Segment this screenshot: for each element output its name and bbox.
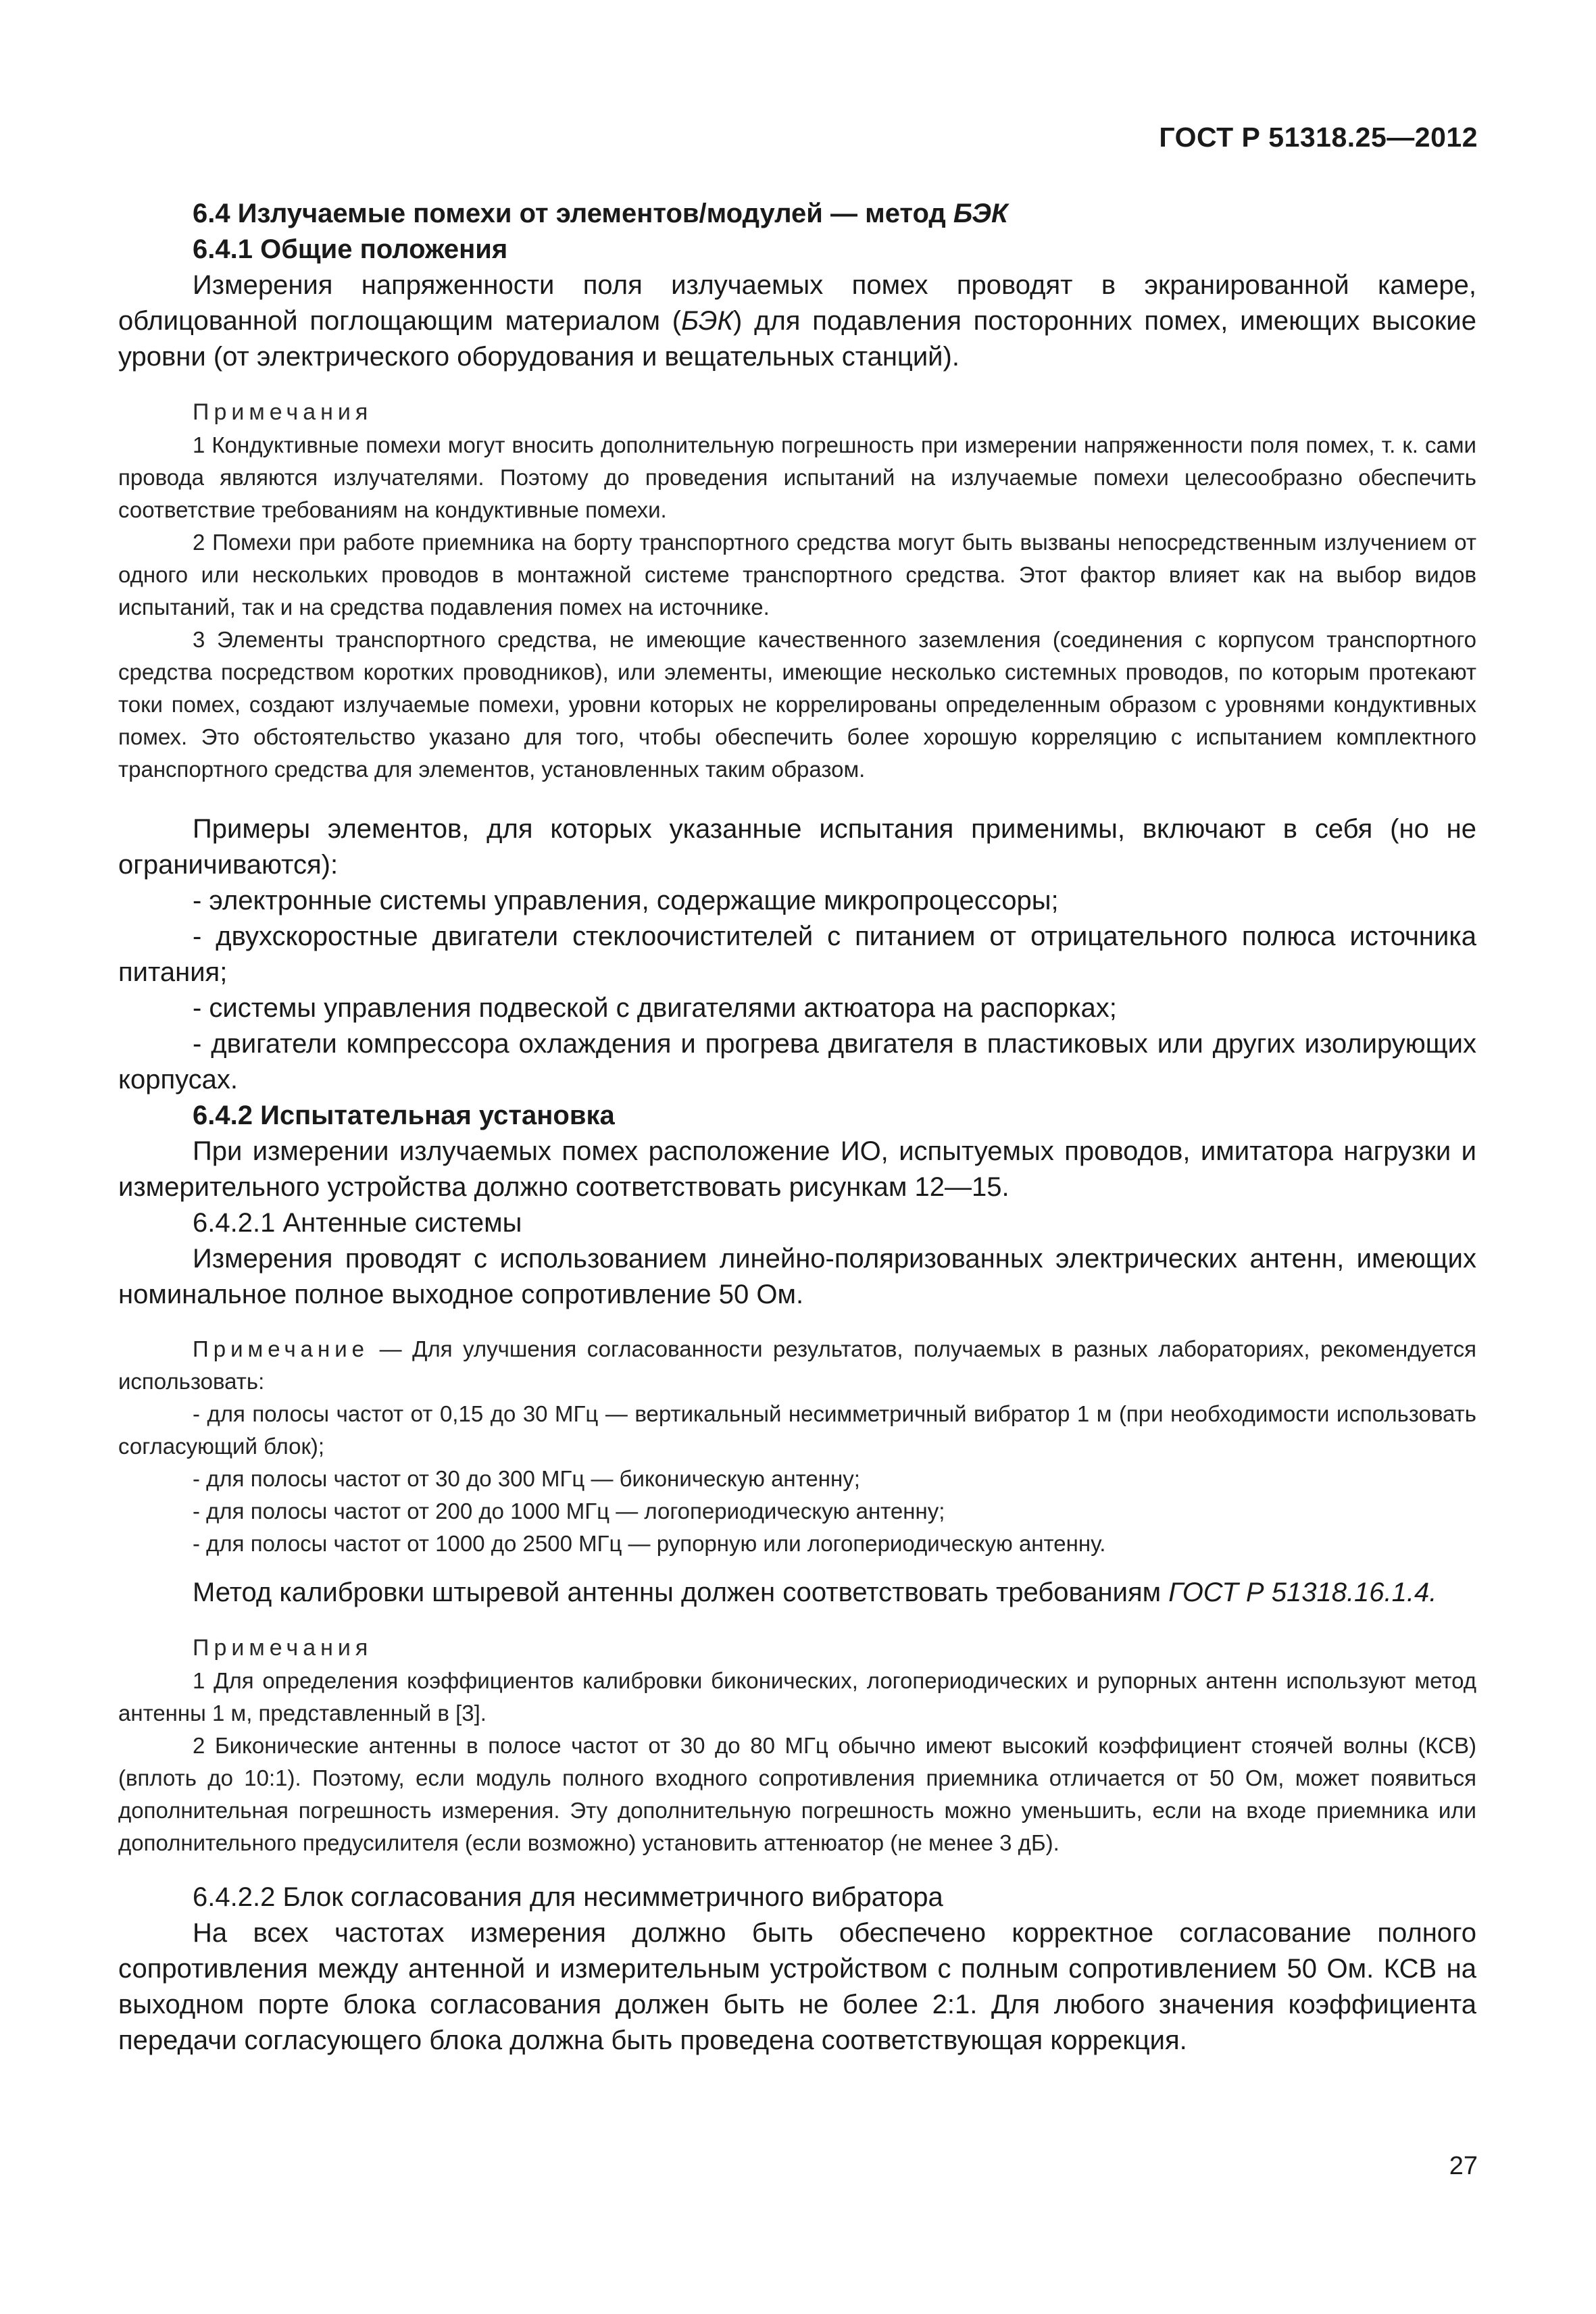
note-item: 3 Элементы транспортного средства, не имеющие качественного заземления (соединения с корпусом транспортного средства посредством коротких проводников), или элементы, имеющие несколько системных проводов, по которым протекают токи помех, создают излучаемые помехи, уровни которых не коррелированы определенным образом с уровнями кондуктивных помех. Это обстоятельство указано для того, чтобы обеспечить более хорошую корреляцию с испытанием комплектного транспортного средства для элементов, установленных таким образом. — [118, 627, 1476, 782]
note-item: 1 Для определения коэффициентов калибровки биконических, логопериодических и рупорных антенн используют метод антенны 1 м, представленный в [3]. — [118, 1668, 1476, 1726]
subsection-title-antennas: 6.4.2.1 Антенные системы — [193, 1208, 522, 1238]
subsection-title-general: 6.4.1 Общие положения — [193, 234, 508, 264]
note-antenna-item: - для полосы частот от 0,15 до 30 МГц — вертикальный несимметричный вибратор 1 м (при необходимости использовать согласующий блок); — [118, 1401, 1476, 1459]
example-item: - электронные системы управления, содержащие микропроцессоры; — [193, 886, 1059, 915]
paragraph-setup: При измерении излучаемых помех расположение ИО, испытуемых проводов, имитатора нагрузки и измерительного устройства должно соответствовать рисункам 12—15. — [118, 1136, 1476, 1202]
document-body — [118, 196, 1476, 2059]
note-antenna-recommendation: Примечание — Для улучшения согласованности результатов, получаемых в разных лабораториях, рекомендуется использовать: — [118, 1336, 1476, 1394]
example-item: - двухскоростные двигатели стеклоочистителей с питанием от отрицательного полюса источника питания; — [118, 922, 1476, 987]
paragraph-calibration: Метод калибровки штыревой антенны должен соответствовать требованиям ГОСТ Р 51318.16.1.4. — [193, 1578, 1437, 1607]
note-antenna-item: - для полосы частот от 1000 до 2500 МГц — рупорную или логопериодическую антенну. — [193, 1531, 1106, 1556]
note-item: 2 Биконические антенны в полосе частот от 30 до 80 МГц обычно имеют высокий коэффициент стоячей волны (КСВ) (вплоть до 10:1). Поэтому, если модуль полного входного сопротивления приемника отличается от 50 Ом, может появиться дополнительная погрешность измерения. Эту дополнительную погрешность можно уменьшить, если на входе приемника или дополнительного предусилителя (если возможно) установить аттенюатор (не менее 3 дБ). — [118, 1733, 1476, 1855]
subsection-title-matching-unit: 6.4.2.2 Блок согласования для несимметричного вибратора — [193, 1882, 943, 1912]
paragraph-matching-unit: На всех частотах измерения должно быть обеспечено корректное согласование полного сопротивления между антенной и измерительным устройством с полным сопротивлением 50 Ом. КСВ на выходном порте блока согласования должен быть не более 2:1. Для любого значения коэффициента передачи согласующего блока должна быть проведена соответствующая коррекция. — [118, 1918, 1476, 2055]
paragraph-examples-intro: Примеры элементов, для которых указанные испытания применимы, включают в себя (но не ограничиваются): — [118, 814, 1476, 880]
note-antenna-item: - для полосы частот от 30 до 300 МГц — биконическую антенну; — [193, 1466, 860, 1491]
document-code: ГОСТ Р 51318.25—2012 — [1159, 122, 1478, 153]
note-antenna-item: - для полосы частот от 200 до 1000 МГц — логопериодическую антенну; — [193, 1499, 945, 1524]
note-item: 2 Помехи при работе приемника на борту транспортного средства могут быть вызваны непосредственным излучением от одного или нескольких проводов в монтажной системе транспортного средства. Этот фактор влияет как на выбор видов испытаний, так и на средства подавления помех на источнике. — [118, 530, 1476, 620]
example-item: - системы управления подвеской с двигателями актюатора на распорках; — [193, 993, 1117, 1023]
page-number: 27 — [1449, 2152, 1478, 2180]
note-item: 1 Кондуктивные помехи могут вносить дополнительную погрешность при измерении напряженности поля помех, т. к. сами провода являются излучателями. Поэтому до проведения испытаний на излучаемые помехи целесообразно обеспечить соответствие требованиям на кондуктивные помехи. — [118, 432, 1476, 522]
subsection-title-setup: 6.4.2 Испытательная установка — [193, 1101, 615, 1130]
notes-label: Примечания — [193, 399, 373, 425]
example-item: - двигатели компрессора охлаждения и прогрева двигателя в пластиковых или других изолирующих корпусах. — [118, 1029, 1476, 1095]
paragraph-general: Измерения напряженности поля излучаемых помех проводят в экранированной камере, облицованной поглощающим материалом (БЭК) для подавления посторонних помех, имеющих высокие уровни (от электрического оборудования и вещательных станций). — [118, 270, 1476, 372]
paragraph-antennas: Измерения проводят с использованием линейно-поляризованных электрических антенн, имеющих номинальное полное выходное сопротивление 50 Ом. — [118, 1244, 1476, 1309]
notes-label: Примечания — [193, 1635, 373, 1661]
section-title: 6.4 Излучаемые помехи от элементов/модулей — метод БЭК — [193, 199, 1008, 228]
